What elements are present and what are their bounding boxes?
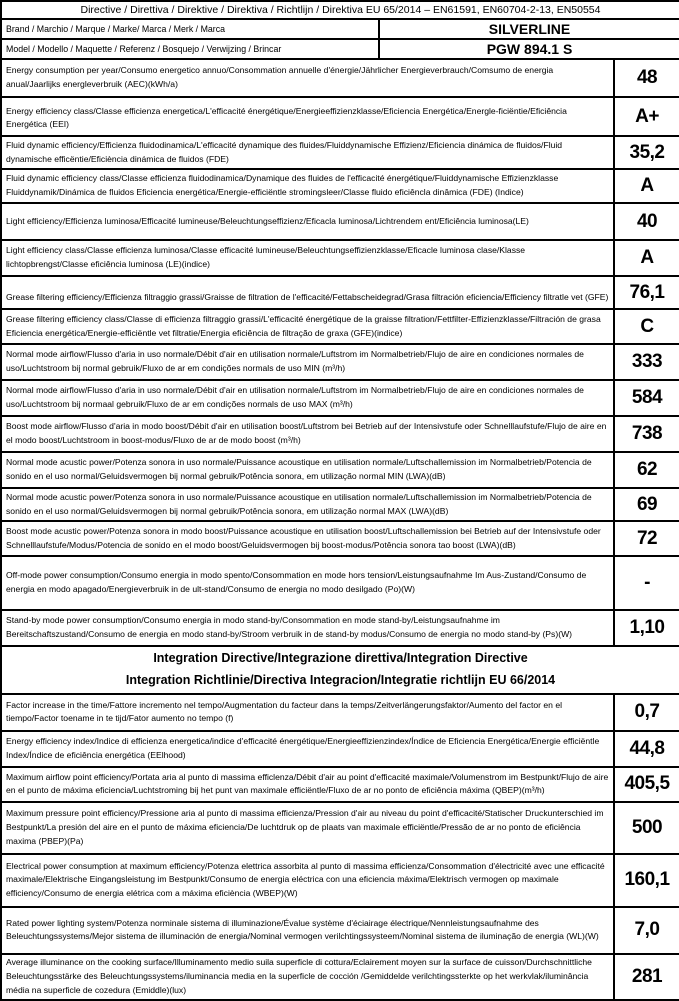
spec-label-eei-hood: Energy efficiency index/Indice di efficienza energetica/indice d'efficacité énergétique/Energieeffizienzindex/Índice de Eficiencia Energética/Energie efficiëntle Index/Índice de eficiência energética (EElhood)	[1, 731, 614, 767]
spec-label-light-class: Light efficiency class/Classe efficienza luminosa/Classe efficacité lumineuse/Beleuchtungseffizienzklasse/Eficacle luminosa clase/Klasse lichtopbrengst/Classe eficiência luminosa (LE)(indice)	[1, 240, 614, 276]
table-row	[1, 767, 679, 802]
table-row	[1, 1, 679, 19]
table-row	[1, 169, 679, 203]
spec-value-boost-airflow: 738	[614, 416, 679, 452]
spec-label-qbep: Maximum airflow point efficiency/Portata aria al punto di massima efficlenza/Débit d'air au point d'efficacité maximale/Volumenstrom im Bestpunkt/Flujo de aire en el punto de máxima eficiencia/Luchtstroming bij het punt van maximale efficiëntle/Fluxo de ar no ponto de eficiência máxima (QBEP)(m³/h)	[1, 767, 614, 802]
table-row	[1, 694, 679, 731]
spec-value-off-mode-power: -	[614, 556, 679, 610]
spec-value-lighting-power: 7,0	[614, 907, 679, 954]
table-row	[1, 136, 679, 169]
table-row	[1, 452, 679, 488]
spec-value-boost-acoustic: 72	[614, 521, 679, 556]
spec-label-energy-consumption: Energy consumption per year/Consumo energetico annuo/Consommation annuelle d'énergie/Jährlicher Energieverbrauch/Comsumo de energia anual/Jaarlijks energleverbruik (AEC)(kWh/a)	[1, 59, 614, 97]
spec-label-boost-airflow: Boost mode airflow/Flusso d'aria in modo boost/Débit d'air en utilisation boost/Luftstrom bei Betrieb auf der Intensivstufe oder Schnelllaufstufe/Flujo de aire en el modo boost/Luchtstroom in boost-modus/Fluxo de ar de modo boost (m³/h)	[1, 416, 614, 452]
table-row	[1, 344, 679, 380]
spec-value-pbep: 500	[614, 802, 679, 854]
spec-label-fde: Fluid dynamic efficiency/Efficienza fluidodinamica/L'efficacité dynamique des fluides/Fluiddynamische Effizienz/Eficiencia dinámica de fluidos/Fluid dynamische efficëntie/Eficiència dinámica de fluidos (FDE)	[1, 136, 614, 169]
spec-label-pbep: Maximum pressure point efficiency/Pressione aria al punto di massima efficienza/Pression d'air au niveau du point d'efficacité/Statischer Druckunterschied im Bestpunkt/La presión del aire en el punto de máxima eficiencia/De luchtdruk op de plaats van maximale efficiëntle/Pressão de ar no ponto de eficiência maxima (PBEP)(Pa)	[1, 802, 614, 854]
table-row	[1, 380, 679, 416]
spec-value-gfe-class: C	[614, 309, 679, 344]
spec-value-fde-class: A	[614, 169, 679, 203]
spec-value-standby-power: 1,10	[614, 610, 679, 646]
spec-label-lighting-power: Rated power lighting system/Potenza norminale sistema di illuminazione/Évalue système d'éciairage électrique/Nennleistungsaufnahme des Beleuchtungssystems/Mejor sistema de illuminación de energia/Nominal vermogen verilchtingssysteem/Nominal sistema de iluminação de energia (WL)(W)	[1, 907, 614, 954]
spec-label-gfe-class: Grease filtering efficiency class/Classe di efficienza filtraggio grassi/L'efficacité énergétique de la graisse filtration/Fettfilter-Effizienzklasse/Filtración de grasa Eficiencia energética/Energie-efficiëntle vet filtratie/Energia eficiência de filtração de graxa (GFE)(indice)	[1, 309, 614, 344]
spec-value-gfe: 76,1	[614, 276, 679, 309]
table-row	[1, 19, 679, 39]
brand-label: Brand / Marchio / Marque / Marke/ Marca / Merk / Marca	[1, 19, 379, 39]
table-row	[1, 416, 679, 452]
directive-header: Directive / Direttiva / Direktive / Direktiva / Richtlijn / Direktiva EU 65/2014 – EN61591, EN60704-2-13, EN50554	[1, 1, 679, 19]
spec-value-light-class: A	[614, 240, 679, 276]
table-row	[1, 39, 679, 59]
spec-value-eei-hood: 44,8	[614, 731, 679, 767]
spec-value-illuminance: 281	[614, 954, 679, 1000]
spec-value-wbep: 160,1	[614, 854, 679, 907]
table-row	[1, 521, 679, 556]
spec-label-airflow-min: Normal mode airflow/Flusso d'aria in uso normale/Débit d'air en utilisation normale/Luftstrom im Normalbetrieb/Flujo de aire en condiciones normales de uso/Luchtstroom bij normal gebruik/Fluxo de ar em condições normals de uso MIN (m³/h)	[1, 344, 614, 380]
table-row	[1, 556, 679, 610]
spec-label-acoustic-min: Normal mode acustic power/Potenza sonora in uso normale/Puissance acoustique en utilisation normale/Luftschallemission im Normalbetrieb/Potencia de sonido en el uso normal/Geluidsvermogen bij normal gebruik/Potência sonora, em utilização normal MIN (LWA)(dB)	[1, 452, 614, 488]
spec-label-acoustic-max: Normal mode acustic power/Potenza sonora in uso normale/Puissance acoustique en utilisation normale/Luftschallemission im Normalbetrieb/Potencia de sonido en el uso normal/Geluidsvermogen bij normal gebruik/Potência sonora, em utilização normal MAX (LWA)(dB)	[1, 488, 614, 521]
model-label: Model / Modello / Maquette / Referenz / Bosquejo / Verwijzing / Brincar	[1, 39, 379, 59]
brand-value: SILVERLINE	[379, 19, 679, 39]
table-row	[1, 59, 679, 97]
spec-label-wbep: Electrical power consumption at maximum efficiency/Potenza elettrica assorbita al punto di massima efficienza/Consommation d'électricité avec une efficacité maximale/Elektrische Eingangsleistung im Bestpunkt/Consumo de energia eléctrica con una eficiencia máxima/Elektrisch vermogen op maximale efficiency/Consumo de energia elétrica com a máxima eficiència (WBEP)(W)	[1, 854, 614, 907]
spec-value-light-efficiency: 40	[614, 203, 679, 240]
table-row	[1, 854, 679, 907]
table-row	[1, 731, 679, 767]
spec-label-fde-class: Fluid dynamic efficiency class/Classe efficienza fluidodinamica/Dynamique des fluides de l'efficacité énergétique/Fluiddynamische Effizienzklasse Fluiddynamik/Dinámica de fluidos Eficiencia energética/Energie-efficiëntle stromingsleer/Classe fluido eficiêncla dinâmica (FDE) (Indice)	[1, 169, 614, 203]
spec-value-energy-consumption: 48	[614, 59, 679, 97]
table-row	[1, 954, 679, 1000]
table-row	[1, 802, 679, 854]
table-row	[1, 276, 679, 309]
integration-section-header	[1, 646, 679, 694]
table-row	[1, 907, 679, 954]
spec-label-off-mode-power: Off-mode power consumption/Consumo energia in modo spento/Consommation en mode hors tension/Leistungsaufnahme Im Aus-Zustand/Consumo de energia en modo apagado/Energieverbruik in de ult-stand/Consumo de energia no modo desilgado (Po)(W)	[1, 556, 614, 610]
table-row	[1, 309, 679, 344]
table-row	[1, 240, 679, 276]
model-value: PGW 894.1 S	[379, 39, 679, 59]
spec-label-illuminance: Average illuminance on the cooking surface/Illuminamento medio suila superficle di cottura/Eclairement moyen sur la surface de cuisson/Durchschnittliche Beleuchtungsstärke des Beleuchtungssystems/iluminancia media en la superficle de cocción /Gemiddelde verilchtingssterkte op het werkvlak/iluminância média na superficle de cozedura (Emiddle)(lux)	[1, 954, 614, 1000]
spec-label-boost-acoustic: Boost mode acustic power/Potenza sonora in modo boost/Puissance acoustique en utilisation boost/Luftschallemission bei Betrieb auf der Intensivstufe oder Schnelllaufstufe/Modus/Potencia de sonido en el modo boost/Geluidsvermogen bij boost-modus/Potência sonora tao boost (LWA)(dB)	[1, 521, 614, 556]
table-row	[1, 203, 679, 240]
spec-label-gfe: Grease filtering efficiency/Efficienza filtraggio grassi/Graisse de filtration de l'efficacité/Fettabscheidegrad/Grasa filtración eficiencia/Efficiency filtratle vet (GFE)	[1, 276, 614, 309]
spec-value-time-factor: 0,7	[614, 694, 679, 731]
spec-value-acoustic-min: 62	[614, 452, 679, 488]
table-row	[1, 97, 679, 136]
table-row	[1, 488, 679, 521]
integration-section-line1: Integration Directive/Integrazione direttiva/Integration Directive	[153, 651, 528, 665]
table-row	[1, 610, 679, 646]
integration-section-line2: Integration Richtlinie/Directiva Integracion/Integratie richtlijn EU 66/2014	[125, 672, 556, 687]
spec-label-energy-class: Energy efficiency class/Classe efficienza energetica/L'efficacité énergétique/Energieeffizienzklasse/Eficiencia Energética/Energle-ficiëntie/Eficiência Energética (EEI)	[1, 97, 614, 136]
spec-value-energy-class: A+	[614, 97, 679, 136]
table-row	[1, 646, 679, 694]
spec-value-fde: 35,2	[614, 136, 679, 169]
spec-value-airflow-max: 584	[614, 380, 679, 416]
spec-label-standby-power: Stand-by mode power consumption/Consumo energia in modo stand-by/Consommation en mode stand-by/Leistungsaufnahme im Bereitschaftszustand/Consumo de energia en modo stand-by/Stroom verbruik in de stand-by modus/Consumo de energia no modo stand-by (Ps)(W)	[1, 610, 614, 646]
spec-value-qbep: 405,5	[614, 767, 679, 802]
spec-value-acoustic-max: 69	[614, 488, 679, 521]
spec-label-time-factor: Factor increase in the time/Fattore incremento nel tempo/Augmentation du facteur dans la temps/Zeitverlängerungsfaktor/Aumento del factor en el tiempo/Factor toename in te tijd/Fator aumento no tempo (f)	[1, 694, 614, 731]
spec-label-airflow-max: Normal mode airflow/Flusso d'aria in uso normale/Débit d'air en utilisation normale/Luftstrom im Normalbetrieb/Flujo de aire en condiciones normales de uso/Luchtstroom bij normaal gebruik/Fluxo de ar em condições normals de uso MAX (m³/h)	[1, 380, 614, 416]
spec-label-light-efficiency: Light efficiency/Efficienza luminosa/Efficacité lumineuse/Beleuchtungseffizienz/Eficacla luminosa/Lichtrendem ent/Eficiência luminosa(LE)	[1, 203, 614, 240]
spec-value-airflow-min: 333	[614, 344, 679, 380]
